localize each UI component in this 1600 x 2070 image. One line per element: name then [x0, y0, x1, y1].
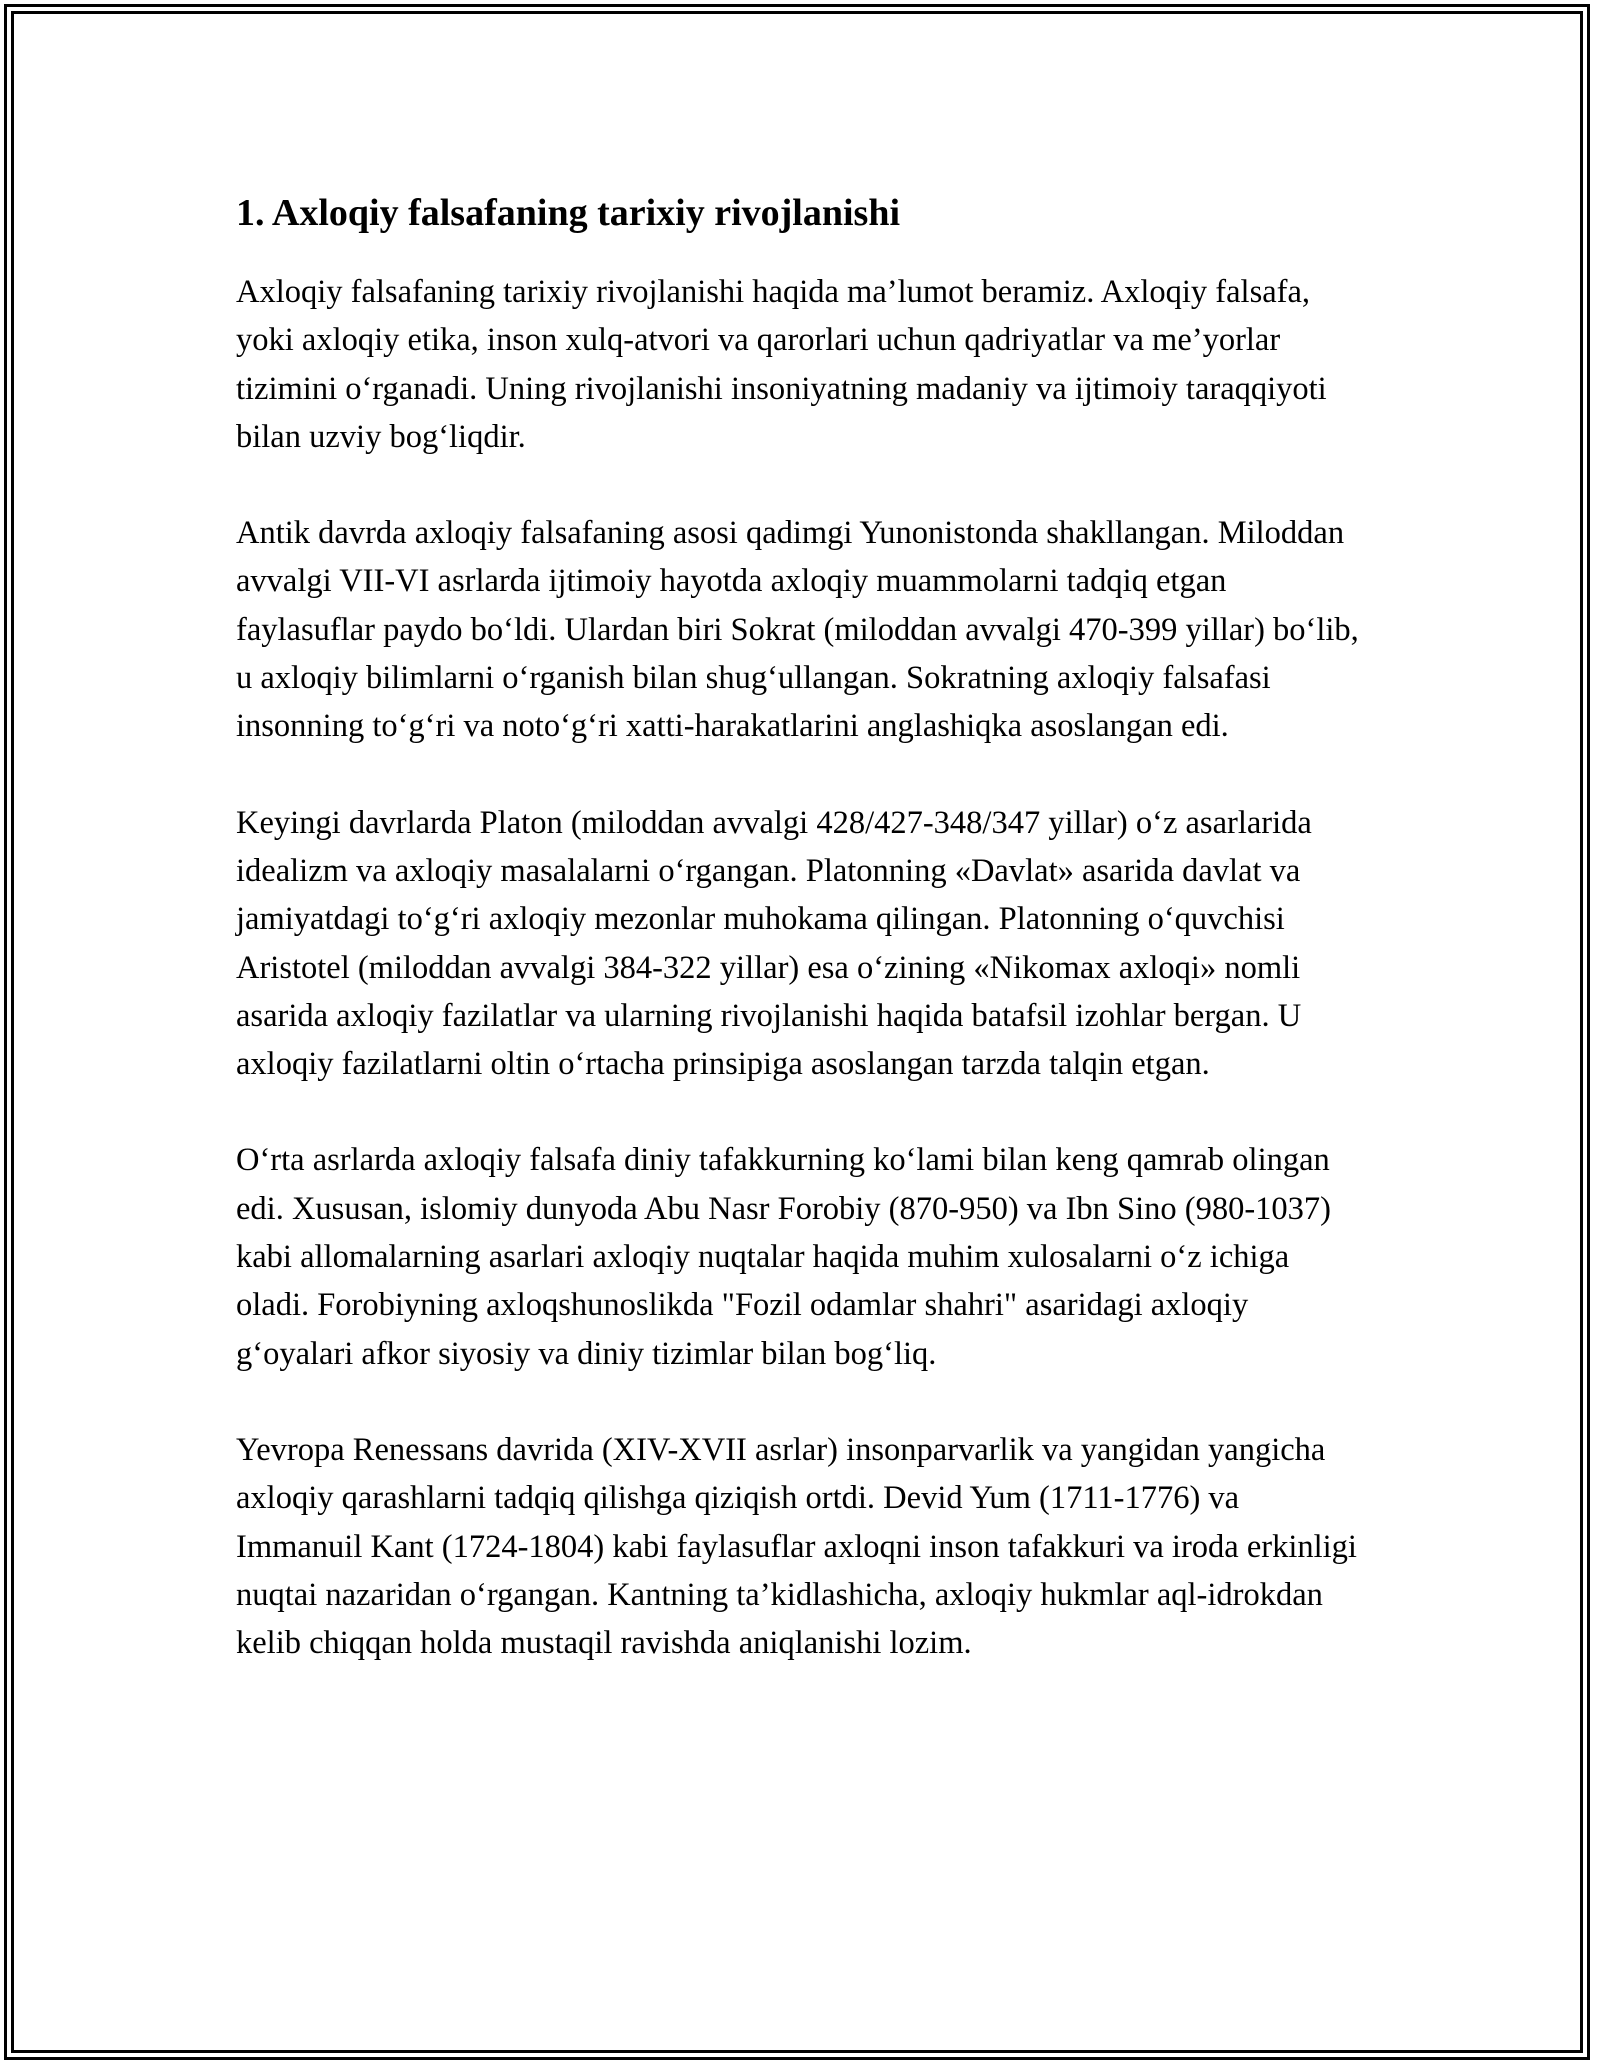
paragraph-renaissance: Yevropa Renessans davrida (XIV-XVII asrlar) insonparvarlik va yangidan yangicha axloqiy qarashlarni tadqiq qilishga qiziqish ortdi. Devid Yum (1711-1776) va Immanuil Kant (1724-1804) kabi faylasuflar axloqni inson tafakkuri va iroda erkinligi nuqtai nazaridan o‘rgangan. Kantning ta’kidlashicha, axloqiy hukmlar aql-idrokdan kelib chiqqan holda mustaqil ravishda aniqlanishi lozim. — [236, 1431, 1357, 1662]
paragraph-antiquity: Antik davrda axloqiy falsafaning asosi qadimgi Yunonistonda shakllangan. Miloddan avvalgi VII-VI asrlarda ijtimoiy hayotda axloqiy muammolarni tadqiq etgan faylasuflar paydo bo‘ldi. Ulardan biri Sokrat (miloddan avvalgi 470-399 yillar) bo‘lib, u axloqiy bilimlarni o‘rganish bilan shug‘ullangan. Sokratning axloqiy falsafasi insonning to‘g‘ri va noto‘g‘ri xatti-harakatlarini anglashiqka asoslangan edi. — [236, 515, 1359, 745]
paragraph-middle-ages: O‘rta asrlarda axloqiy falsafa diniy tafakkurning ko‘lami bilan keng qamrab olingan edi. Xususan, islomiy dunyoda Abu Nasr Forobiy (870-950) va Ibn Sino (980-1037) kabi allomalarning asarlari axloqiy nuqtalar haqida muhim xulosalarni o‘z ichiga oladi. Forobiyning axloqshunoslikda "Fozil odamlar shahri" asaridagi axloqiy g‘oyalari afkor siyosiy va diniy tizimlar bilan bog‘liq. — [236, 1142, 1331, 1372]
document-body — [236, 188, 1366, 1715]
paragraph-platon-aristotel: Keyingi davrlarda Platon (miloddan avvalgi 428/427-348/347 yillar) o‘z asarlarida idealizm va axloqiy masalalarni o‘rgangan. Platonning «Davlat» asarida davlat va jamiyatdagi to‘g‘ri axloqiy mezonlar muhokama qilingan. Platonning o‘quvchisi Aristotel (miloddan avvalgi 384-322 yillar) esa o‘zining «Nikomax axloqi» nomli asarida axloqiy fazilatlar va ularning rivojlanishi haqida batafsil izohlar bergan. U axloqiy fazilatlarni oltin o‘rtacha prinsipiga asoslangan tarzda talqin etgan. — [236, 804, 1312, 1083]
section-heading: 1. Axloqiy falsafaning tarixiy rivojlanishi — [236, 192, 901, 234]
paragraph-intro: Axloqiy falsafaning tarixiy rivojlanishi haqida ma’lumot beramiz. Axloqiy falsafa, yoki axloqiy etika, inson xulq-atvori va qarorlari uchun qadriyatlar va me’yorlar tizimini o‘rganadi. Uning rivojlanishi insoniyatning madaniy va ijtimoiy taraqqiyoti bilan uzviy bog‘liqdir. — [236, 274, 1327, 455]
